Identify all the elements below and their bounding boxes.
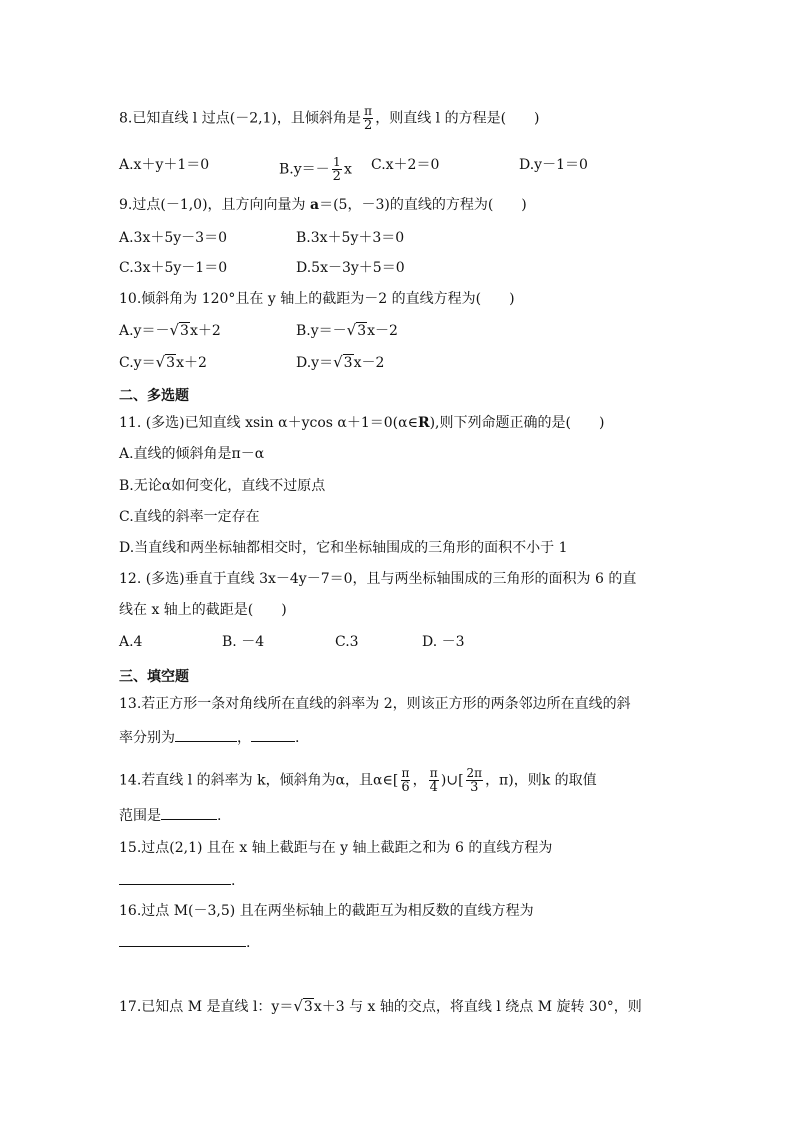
q9-option-d: D.5x－3y＋5＝0 xyxy=(296,260,405,276)
q8-option-d: D.y－1＝0 xyxy=(519,157,588,173)
answer-blank[interactable] xyxy=(161,805,217,820)
real-number-set: R xyxy=(417,415,430,431)
q8-option-b: B.y＝－ $\frac{1}{2}$ x xyxy=(279,155,352,184)
fraction-pi-over-2: $\frac{\pi}{2}$ xyxy=(363,104,373,133)
fraction-2pi-over-3: $\frac{2\pi}{3}$ xyxy=(466,766,483,795)
q12-option-b: B. －4 xyxy=(222,634,265,650)
question-17-line1: 17.已知点 M 是直线 l：y＝√3x＋3 与 x 轴的交点，将直线 l 绕点 M 旋转 30°，则 xyxy=(119,997,642,1015)
sqrt-3: √3 xyxy=(169,321,189,339)
q11-option-d: D.当直线和两坐标轴都相交时，它和坐标轴围成的三角形的面积不小于 1 xyxy=(119,540,568,556)
sqrt-3: √3 xyxy=(333,353,353,371)
question-13-line1: 13.若正方形一条对角线所在直线的斜率为 2，则该正方形的两条邻边所在直线的斜 xyxy=(119,696,631,712)
question-12-stem-line2: 线在 x 轴上的截距是( ) xyxy=(119,602,287,618)
question-15-line1: 15.过点(2,1) 且在 x 轴上截距与在 y 轴上截距之和为 6 的直线方程为 xyxy=(119,840,553,856)
section-heading-fill-in: 三、填空题 xyxy=(119,669,189,685)
q12-option-a: A.4 xyxy=(119,634,143,650)
question-14-line2: 范围是 . xyxy=(119,805,698,826)
question-14-line1: 14.若直线 l 的斜率为 k，倾斜角为α，且α∈[ $\frac{\pi}{6}$ ， $\frac{\pi}{4}$ )∪[ $\frac{2\pi}{3}$ ，π)，则k 的取值 xyxy=(119,766,597,795)
q11-option-a: A.直线的倾斜角是π－α xyxy=(119,446,265,462)
q11-option-b: B.无论α如何变化，直线不过原点 xyxy=(119,478,326,494)
answer-blank[interactable] xyxy=(119,932,246,947)
sqrt-3: √3 xyxy=(293,997,313,1015)
q8-option-c: C.x＋2＝0 xyxy=(371,157,440,173)
q11-option-c: C.直线的斜率一定存在 xyxy=(119,509,260,525)
q10-option-b: B.y＝－√3x－2 xyxy=(296,321,398,339)
sqrt-3: √3 xyxy=(155,353,176,371)
question-12-stem-line1: 12. (多选)垂直于直线 3x－4y－7＝0，且与两坐标轴围成的三角形的面积为 6 的直 xyxy=(119,571,637,587)
q10-option-d: D.y＝√3x－2 xyxy=(296,353,385,371)
question-16-line1: 16.过点 M(－3,5) 且在两坐标轴上的截距互为相反数的直线方程为 xyxy=(119,903,534,919)
section-heading-multiple-choice: 二、多选题 xyxy=(119,388,189,404)
q10-option-c: C.y＝√3x＋2 xyxy=(119,353,207,371)
question-8-stem: 8.已知直线 l 过点(－2,1)，且倾斜角是 $\frac{\pi}{2}$ ，则直线 l 的方程是( ) xyxy=(119,104,540,133)
sqrt-3: √3 xyxy=(346,321,367,339)
q12-option-d: D. －3 xyxy=(422,634,465,650)
question-11-stem: 11. (多选)已知直线 xsin α＋ycos α＋1＝0(α∈R),则下列命题正确的是( ) xyxy=(119,415,605,431)
vector-a: a xyxy=(310,197,320,213)
answer-blank-2[interactable] xyxy=(251,727,295,742)
q10-option-a: A.y＝－√3x＋2 xyxy=(119,321,221,339)
answer-blank-1[interactable] xyxy=(175,727,237,742)
q9-option-b: B.3x＋5y＋3＝0 xyxy=(296,230,405,246)
fraction-pi-over-4: $\frac{\pi}{4}$ xyxy=(429,766,438,795)
question-13-line2: 率分别为 ， . xyxy=(119,727,698,748)
question-10-stem: 10.倾斜角为 120°且在 y 轴上的截距为－2 的直线方程为( ) xyxy=(119,291,515,307)
question-16-line2: . xyxy=(119,932,698,953)
q12-option-c: C.3 xyxy=(335,634,359,650)
answer-blank[interactable] xyxy=(119,870,231,885)
q9-option-a: A.3x＋5y－3＝0 xyxy=(119,230,227,246)
question-9-stem: 9.过点(－1,0)，且方向向量为 a＝(5，－3)的直线的方程为( ) xyxy=(119,197,527,213)
question-15-line2: . xyxy=(119,870,698,891)
fraction-one-half: $\frac{1}{2}$ xyxy=(332,155,341,184)
q9-option-c: C.3x＋5y－1＝0 xyxy=(119,260,228,276)
q8-option-a: A.x＋y＋1＝0 xyxy=(119,157,210,173)
fraction-pi-over-6: $\frac{\pi}{6}$ xyxy=(401,766,410,795)
